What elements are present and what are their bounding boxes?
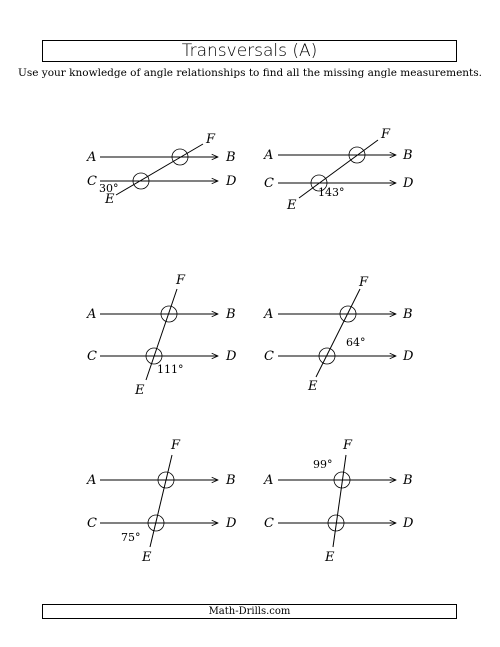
transversal-ef xyxy=(333,455,346,547)
transversal-ef xyxy=(150,455,172,547)
label-d: D xyxy=(226,349,237,364)
label-b: B xyxy=(403,307,413,322)
given-angle: 30° xyxy=(99,182,119,195)
label-c: C xyxy=(87,174,97,189)
given-angle: 75° xyxy=(121,531,141,544)
label-f: F xyxy=(176,273,186,288)
label-c: C xyxy=(264,516,274,531)
problem-3 xyxy=(86,273,237,398)
label-a: A xyxy=(264,307,274,322)
label-d: D xyxy=(403,349,414,364)
label-c: C xyxy=(264,176,274,191)
given-angle: 64° xyxy=(346,336,366,349)
label-d: D xyxy=(403,176,414,191)
problem-2 xyxy=(263,127,414,213)
label-f: F xyxy=(206,132,216,147)
given-angle: 111° xyxy=(157,363,184,376)
problem-1 xyxy=(86,132,237,207)
problem-4 xyxy=(263,275,414,394)
label-a: A xyxy=(87,150,97,165)
label-b: B xyxy=(226,473,236,488)
label-e: E xyxy=(105,192,115,207)
transversal-ef xyxy=(116,144,203,195)
label-f: F xyxy=(171,438,181,453)
problem-5 xyxy=(86,438,237,565)
label-b: B xyxy=(226,150,236,165)
label-e: E xyxy=(287,198,297,213)
label-b: B xyxy=(226,307,236,322)
label-e: E xyxy=(142,550,152,565)
transversal-ef xyxy=(316,289,360,377)
instructions-text: Use your knowledge of angle relationships to find all the missing angle measurements. xyxy=(18,67,482,79)
label-a: A xyxy=(264,473,274,488)
label-c: C xyxy=(87,516,97,531)
label-f: F xyxy=(343,438,353,453)
label-f: F xyxy=(381,127,391,142)
footer-credit: Math-Drills.com xyxy=(42,604,457,619)
label-e: E xyxy=(308,379,318,394)
label-f: F xyxy=(359,275,369,290)
label-e: E xyxy=(325,550,335,565)
label-a: A xyxy=(264,148,274,163)
label-b: B xyxy=(403,473,413,488)
label-a: A xyxy=(87,473,97,488)
label-c: C xyxy=(264,349,274,364)
label-d: D xyxy=(226,516,237,531)
label-d: D xyxy=(403,516,414,531)
label-d: D xyxy=(226,174,237,189)
label-a: A xyxy=(87,307,97,322)
label-c: C xyxy=(87,349,97,364)
label-b: B xyxy=(403,148,413,163)
given-angle: 143° xyxy=(318,186,345,199)
given-angle: 99° xyxy=(313,458,333,471)
label-e: E xyxy=(135,383,145,398)
worksheet-title: Transversals (A) xyxy=(42,40,457,62)
problem-6 xyxy=(263,438,414,565)
